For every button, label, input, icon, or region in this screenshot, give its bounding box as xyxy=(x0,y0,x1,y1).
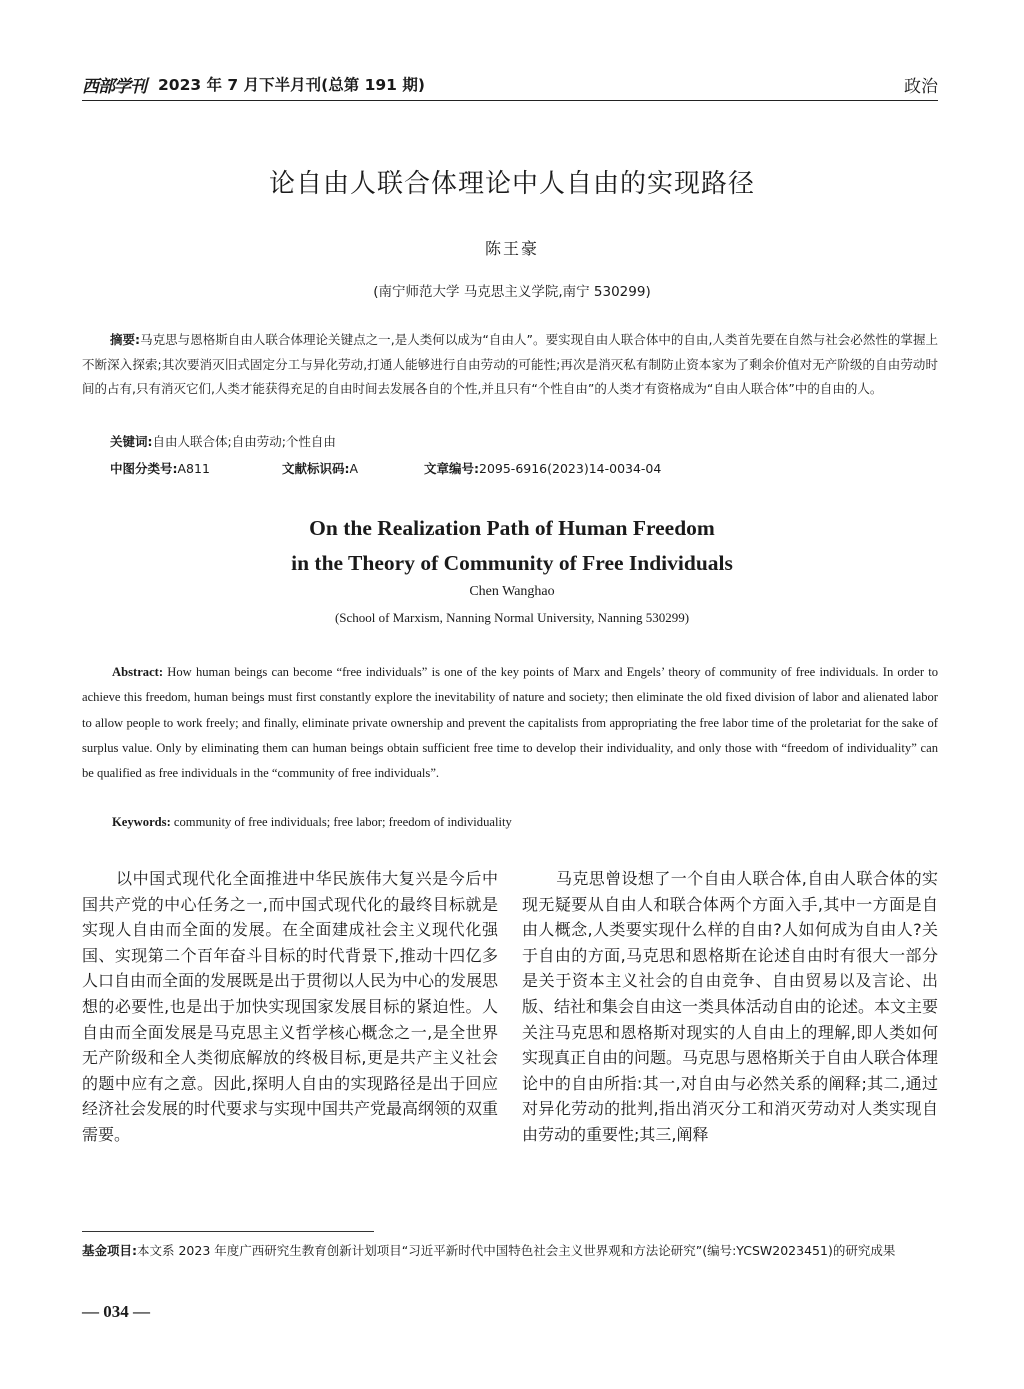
chinese-abstract-label: 摘要: xyxy=(110,332,141,347)
chinese-abstract-text: 马克思与恩格斯自由人联合体理论关键点之一,是人类何以成为“自由人”。要实现自由人联合体中的自由,人类首先要在自然与社会必然性的掌握上不断深入探索;其次要消灭旧式固定分工与异化劳动,打通人能够进行自由劳动的可能性;再次是消灭私有制防止资本家为了剩余价值对无产阶级的自由劳动时间的占有,只有消灭它们,人类才能获得充足的自由时间去发展各自的个性,并且只有“个性自由”的人类才有资格成为“自由人联合体”中的自由的人。 xyxy=(82,332,938,396)
clc-code: 中图分类号:A811 xyxy=(110,461,210,476)
chinese-abstract xyxy=(82,328,938,402)
english-title-line-1: On the Realization Path of Human Freedom xyxy=(309,516,715,540)
english-title-line-2: in the Theory of Community of Free Individuals xyxy=(291,551,733,575)
chinese-keywords-text: 自由人联合体;自由劳动;个性自由 xyxy=(152,434,336,449)
running-header xyxy=(82,70,938,101)
english-abstract-label: Abstract: xyxy=(112,665,164,679)
document-code: 文献标识码:A xyxy=(282,461,359,476)
section-tag: 政治 xyxy=(904,77,938,97)
issue-info: 2023 年 7 月下半月刊(总第 191 期) xyxy=(158,76,425,94)
english-keywords-text: community of free individuals; free labor; freedom of individuality xyxy=(173,815,512,829)
chinese-keywords-label: 关键词: xyxy=(110,434,153,449)
article-number: 文章编号:2095-6916(2023)14-0034-04 xyxy=(424,461,662,476)
body-column-left: 以中国式现代化全面推进中华民族伟大复兴是今后中国共产党的中心任务之一,而中国式现代化的最终目标就是实现人自由而全面的发展。在全面建成社会主义现代化强国、实现第二个百年奋斗目标的时代背景下,推动十四亿多人口自由而全面的发展既是出于贯彻以人民为中心的发展思想的必要性,也是出于加快实现国家发展目标的紧迫性。人自由而全面发展是马克思主义哲学核心概念之一,是全世界无产阶级和全人类彻底解放的终极目标,更是共产主义社会的题中应有之意。因此,探明人自由的实现路径是出于回应经济社会发展的时代要求与实现中国共产党最高纲领的双重需要。 xyxy=(82,869,499,1144)
funding-footnote xyxy=(82,1240,938,1262)
english-abstract xyxy=(82,660,938,786)
chinese-title: 论自由人联合体理论中人自由的实现路径 xyxy=(268,169,755,199)
english-keywords-label: Keywords: xyxy=(112,815,171,829)
chinese-author: 陈王豪 xyxy=(484,239,539,258)
page-number: — 034 — xyxy=(82,1302,150,1321)
english-author: Chen Wanghao xyxy=(469,584,555,599)
english-title xyxy=(0,511,1024,581)
chinese-affiliation: (南宁师范大学 马克思主义学院,南宁 530299) xyxy=(373,284,651,300)
footnote-divider xyxy=(82,1231,374,1232)
english-abstract-text: How human beings can become “free individuals” is one of the key points of Marx and Engels’ theory of community of free individuals. In order to achieve this freedom, human beings must first constantly explore the inevitability of nature and society; then eliminate the old fixed division of labor and alienated labor to allow people to work freely; and finally, eliminate private ownership and prevent the capitalists from appropriating the free labor time of the proletariat for the sake of surplus value. Only by eliminating them can human beings obtain sufficient free time to develop their individuality, and only those with “freedom of individuality” can be qualified as free individuals in the “community of free individuals”. xyxy=(82,665,938,781)
funding-text: 本文系 2023 年度广西研究生教育创新计划项目“习近平新时代中国特色社会主义世界观和方法论研究”(编号:YCSW2023451)的研究成果 xyxy=(137,1243,896,1258)
journal-logo: 西部学刊 xyxy=(82,77,146,97)
chinese-keywords xyxy=(110,432,336,450)
english-keywords xyxy=(112,815,512,830)
english-affiliation: (School of Marxism, Nanning Normal University, Nanning 530299) xyxy=(334,610,690,625)
body-column-right: 马克思曾设想了一个自由人联合体,自由人联合体的实现无疑要从自由人和联合体两个方面入手,其中一方面是自由人概念,人类要实现什么样的自由?人如何成为自由人?关于自由的方面,马克思和恩格斯在论述自由时有很大一部分是关于资本主义社会的自由竞争、自由贸易以及言论、出版、结社和集会自由这一类具体活动自由的论述。本文主要关注马克思和恩格斯对现实的人自由上的理解,即人类如何实现真正自由的问题。马克思与恩格斯关于自由人联合体理论中的自由所指:其一,对自由与必然关系的阐释;其二,通过对异化劳动的批判,指出消灭分工和消灭劳动对人类实现自由劳动的重要性;其三,阐释 xyxy=(522,869,939,1144)
funding-label: 基金项目: xyxy=(82,1243,137,1258)
